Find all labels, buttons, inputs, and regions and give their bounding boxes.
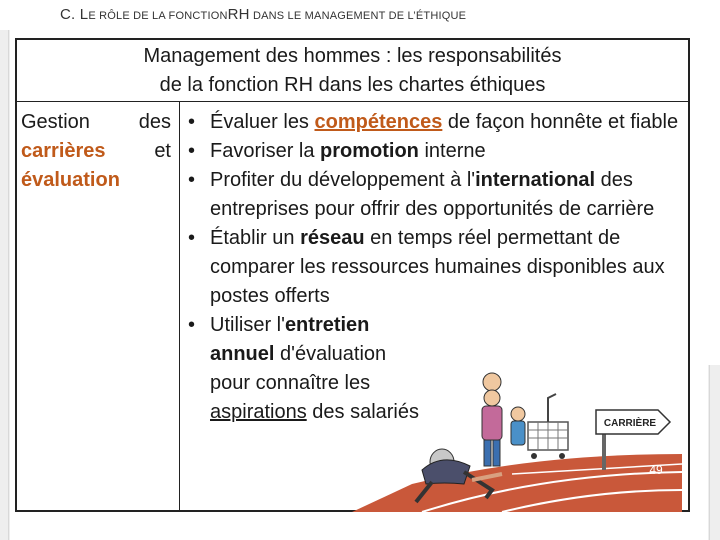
header-line-1: Management des hommes : les responsabilités — [143, 45, 562, 67]
list-item: • Évaluer les compétences de façon honnête et fiable — [188, 111, 679, 133]
category-keyword: carrières — [21, 140, 106, 162]
career-track-illustration — [352, 362, 682, 512]
category-cell — [17, 102, 180, 510]
family-with-cart-icon — [482, 373, 568, 466]
left-frame-band — [0, 30, 10, 540]
table-header — [17, 40, 688, 102]
header-line-2: de la fonction RH dans les chartes éthiques — [159, 74, 546, 96]
category-word: et — [154, 140, 171, 162]
category-keyword: évaluation — [21, 169, 120, 191]
list-item: • Établir un réseau en temps réel permettant de comparer les ressources humaines disponibles aux postes offerts — [188, 227, 665, 307]
list-item: • Profiter du développement à l'international des entreprises pour offrir des opportunités de carrière — [188, 169, 655, 220]
page-number: 49 — [649, 463, 663, 477]
category-word: des — [138, 111, 171, 133]
svg-text:CARRIÈRE: CARRIÈRE — [603, 418, 657, 429]
list-item: • Favoriser la promotion interne — [188, 140, 486, 162]
category-word: Gestion — [21, 111, 90, 133]
slide-title: C. LE RÔLE DE LA FONCTIONRH DANS LE MANAGEMENT DE L’ÉTHIQUE — [60, 6, 467, 23]
career-sign-icon — [596, 410, 670, 434]
right-frame-band — [708, 365, 720, 540]
list-item: • Utiliser l'entretien annuel d'évaluation pour connaître les aspirations des salariés — [188, 314, 419, 423]
